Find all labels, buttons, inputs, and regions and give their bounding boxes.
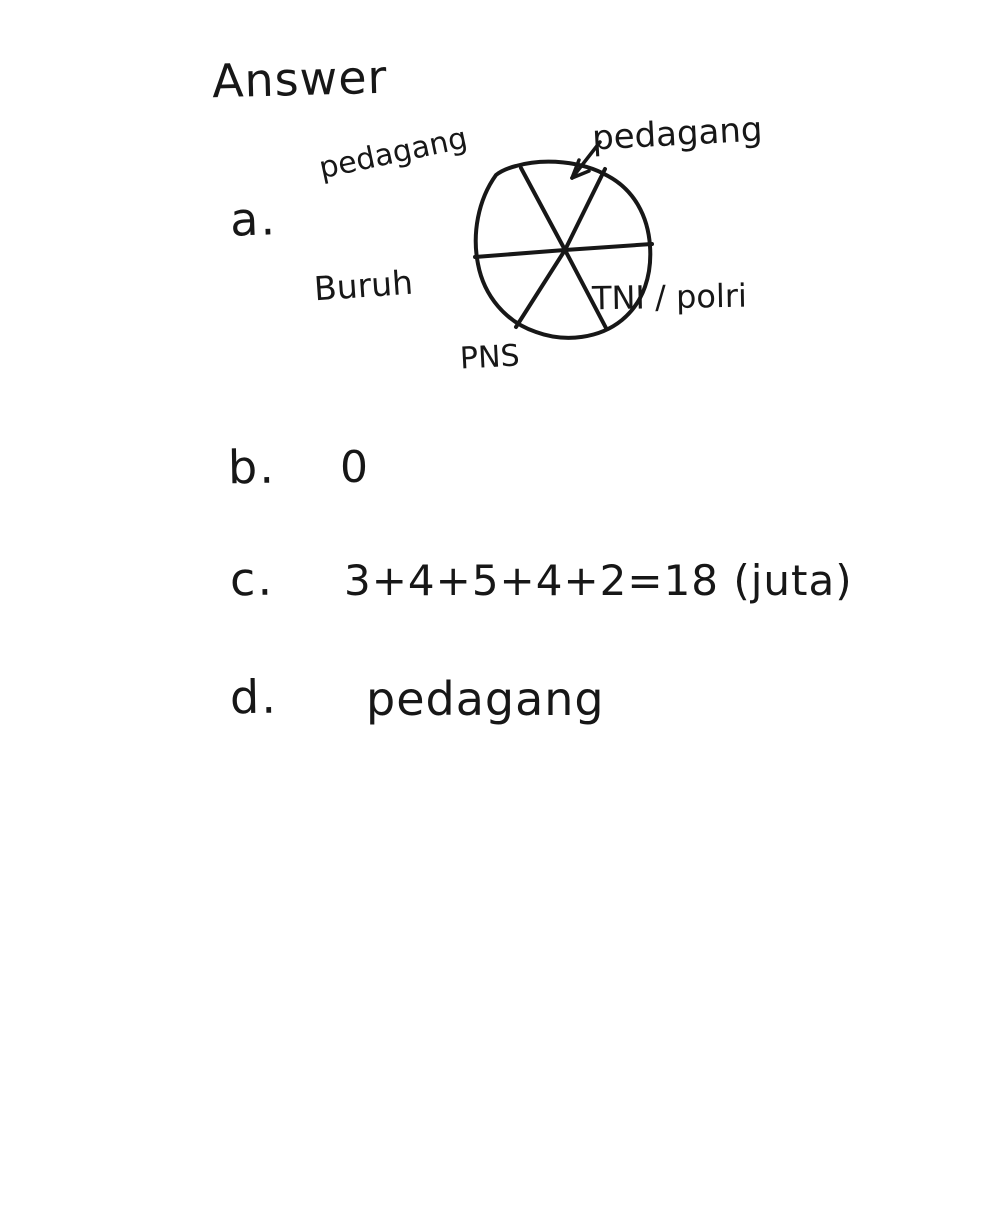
pie-slice-label-pedagang-left: pedagang [316, 120, 471, 187]
pie-slice-label-tni-polri: TNI / polri [591, 276, 748, 318]
item-answer-b: 0 [340, 442, 368, 493]
item-answer-d: pedagang [366, 672, 605, 726]
pie-slice-label-pedagang-right: pedagang [591, 109, 764, 159]
pie-chart-figure [300, 100, 860, 400]
item-label-b: b. [227, 439, 277, 495]
page-title: Answer [211, 49, 389, 109]
pie-slice-label-buruh: Buruh [312, 262, 415, 309]
item-answer-c: 3+4+5+4+2=18 (juta) [344, 556, 853, 605]
item-label-d: d. [229, 669, 279, 725]
item-label-a: a. [229, 191, 278, 247]
item-label-c: c. [229, 551, 275, 607]
pie-slice-label-pns: PNS [459, 338, 521, 377]
